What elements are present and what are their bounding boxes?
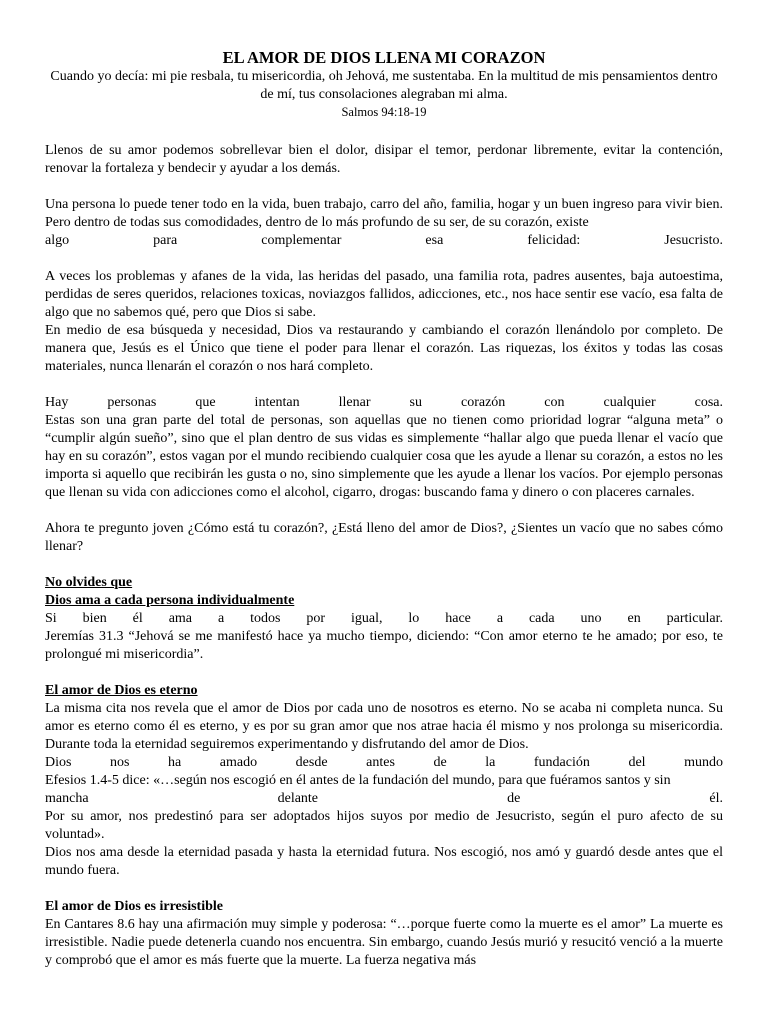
paragraph: Llenos de su amor podemos sobrellevar bien el dolor, disipar el temor, perdonar libremente, evitar la contención, renovar la fortaleza y bendecir y ayudar a los demás.: [45, 143, 723, 176]
paragraph: Dios nos ama desde la eternidad pasada y hasta la eternidad futura. Nos escogió, nos amó y guardó desde antes que el mundo fuera.: [45, 845, 723, 878]
section-heading: Dios ama a cada persona individualmente: [45, 593, 295, 608]
paragraph: Una persona lo puede tener todo en la vida, buen trabajo, carro del año, familia, hogar y un buen ingreso para vivir bien. Pero dentro de todas sus comodidades, dentro de lo más profundo de su ser, de su corazón, existe: [45, 197, 723, 230]
paragraph: Ahora te pregunto joven ¿Cómo está tu corazón?, ¿Está lleno del amor de Dios?, ¿Sientes un vacío que no sabes cómo llenar?: [45, 521, 723, 554]
document-body: [45, 142, 723, 970]
section-heading: No olvides que: [45, 575, 133, 590]
epigraph-verse: Cuando yo decía: mi pie resbala, tu misericordia, oh Jehová, me sustentaba. En la multitud de mis pensamientos dentro de mí, tus consolaciones alegraban mi alma.: [50, 69, 718, 102]
paragraph: En Cantares 8.6 hay una afirmación muy simple y poderosa: “…porque fuerte como la muerte es el amor” La muerte es irresistible. Nadie puede detenerla cuando nos encuentra. Sin embargo, cuando Jesús murió y resucitó venció a la muerte y comprobó que el amor es más fuerte que la muerte. La fuerza negativa más: [45, 917, 723, 968]
paragraph: Estas son una gran parte del total de personas, son aquellas que no tienen como prioridad lograr “alguna meta” o “cumplir algún sueño”, sino que el plan dentro de sus vidas es simplemente “hallar algo que pueda llenar el vacío que hay en su corazón”, estos vagan por el mundo recibiendo cualquier cosa que les ayude a llenar su corazón, a estos no les importa si aquello que recibirán les gusta o no, sino simplemente que les ayude a llenar los vacíos. Por ejemplo personas que llenan su vida con adicciones como el alcohol, cigarro, drogas: buscando fama y dinero o con placeres carnales.: [45, 413, 723, 500]
epigraph-reference: Salmos 94:18-19: [341, 105, 427, 119]
paragraph: Jeremías 31.3 “Jehová se me manifestó hace ya mucho tiempo, diciendo: “Con amor eterno te he amado; por eso, te prolongué mi misericordia”.: [45, 629, 723, 662]
paragraph-justified-line: Si bien él ama a todos por igual, lo hace a cada uno en particular.: [45, 611, 723, 626]
paragraph: Por su amor, nos predestinó para ser adoptados hijos suyos por medio de Jesucristo, según el puro afecto de su voluntad».: [45, 809, 723, 842]
paragraph-justified-line: mancha delante de él.: [45, 791, 723, 806]
paragraph-justified-line: Hay personas que intentan llenar su corazón con cualquier cosa.: [45, 395, 723, 410]
paragraph: Efesios 1.4-5 dice: «…según nos escogió en él antes de la fundación del mundo, para que fuéramos santos y sin: [45, 773, 671, 788]
section-heading: El amor de Dios es eterno: [45, 683, 198, 698]
page-title: EL AMOR DE DIOS LLENA MI CORAZON: [222, 48, 546, 67]
paragraph-justified-line: algo para complementar esa felicidad: Jesucristo.: [45, 233, 723, 248]
section-heading: El amor de Dios es irresistible: [45, 899, 223, 914]
paragraph-justified-line: Dios nos ha amado desde antes de la fundación del mundo: [45, 755, 723, 770]
paragraph: La misma cita nos revela que el amor de Dios por cada uno de nosotros es eterno. No se acaba ni completa nunca. Su amor es eterno como él es eterno, y es por su gran amor que nos atrae hacia él mismo y nos prolonga su misericordia. Durante toda la eternidad seguiremos experimentando y disfrutando del amor de Dios.: [45, 701, 723, 752]
paragraph: A veces los problemas y afanes de la vida, las heridas del pasado, una familia rota, padres ausentes, baja autoestima, perdidas de seres queridos, relaciones toxicas, noviazgos fallidos, adicciones, etc., nos hace sentir ese vacío, esa falta de algo que no sabemos qué, pero que Dios si sabe.: [45, 269, 723, 320]
paragraph: En medio de esa búsqueda y necesidad, Dios va restaurando y cambiando el corazón llenándolo por completo. De manera que, Jesús es el Único que tiene el poder para llenar el corazón. Las riquezas, los éxitos y todas las cosas materiales, nunca llenarán el corazón o nos hará completo.: [45, 323, 723, 374]
